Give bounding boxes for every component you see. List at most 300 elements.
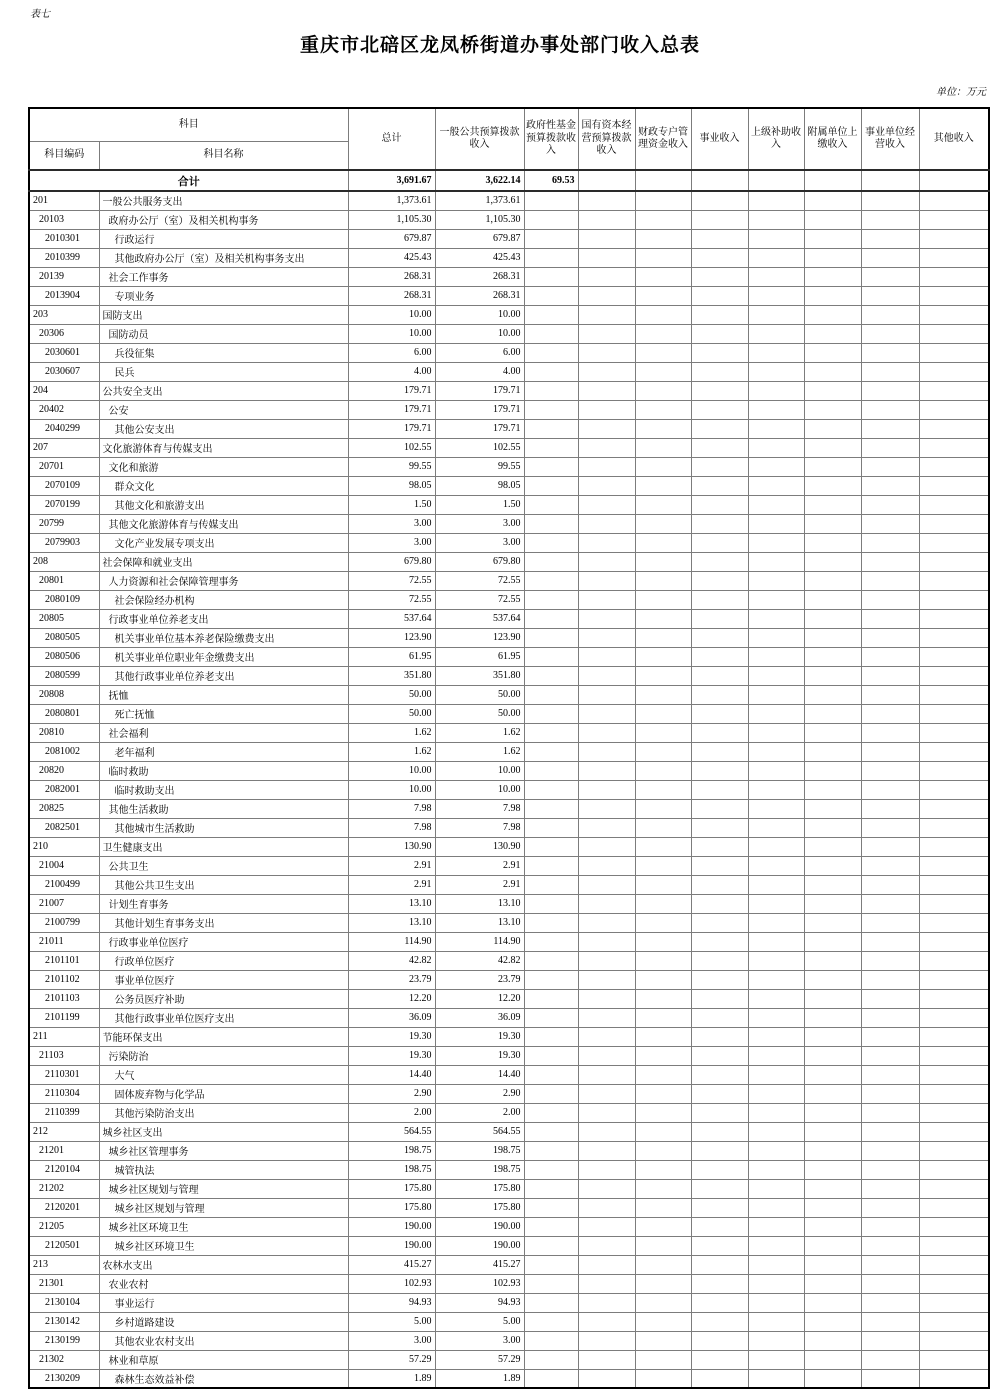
value-cell bbox=[691, 761, 748, 780]
value-cell bbox=[635, 229, 691, 248]
value-cell: 42.82 bbox=[435, 951, 524, 970]
value-cell: 1,105.30 bbox=[435, 210, 524, 229]
value-cell bbox=[524, 324, 578, 343]
value-cell bbox=[691, 894, 748, 913]
value-cell: 3.00 bbox=[348, 533, 435, 552]
name-cell: 一般公共服务支出 bbox=[99, 191, 348, 210]
value-cell bbox=[635, 343, 691, 362]
value-cell bbox=[691, 267, 748, 286]
value-cell bbox=[691, 400, 748, 419]
value-cell bbox=[919, 1236, 989, 1255]
value-cell: 679.80 bbox=[435, 552, 524, 571]
table-row bbox=[29, 229, 989, 248]
value-cell bbox=[861, 419, 919, 438]
value-cell bbox=[861, 1198, 919, 1217]
value-cell bbox=[578, 609, 635, 628]
value-cell bbox=[804, 419, 861, 438]
code-cell: 2080505 bbox=[29, 628, 99, 647]
code-cell: 2101101 bbox=[29, 951, 99, 970]
value-cell: 99.55 bbox=[348, 457, 435, 476]
value-cell: 2.91 bbox=[435, 856, 524, 875]
value-cell bbox=[804, 799, 861, 818]
value-cell bbox=[578, 457, 635, 476]
code-cell: 20306 bbox=[29, 324, 99, 343]
value-cell: 94.93 bbox=[348, 1293, 435, 1312]
value-cell bbox=[524, 514, 578, 533]
name-cell: 行政单位医疗 bbox=[99, 951, 348, 970]
value-cell: 537.64 bbox=[348, 609, 435, 628]
corner-label: 表七 bbox=[30, 9, 50, 20]
value-cell bbox=[524, 248, 578, 267]
value-cell bbox=[861, 552, 919, 571]
code-cell: 20820 bbox=[29, 761, 99, 780]
value-cell bbox=[691, 1008, 748, 1027]
value-cell bbox=[919, 590, 989, 609]
name-cell: 社会保障和就业支出 bbox=[99, 552, 348, 571]
value-cell bbox=[691, 1160, 748, 1179]
value-cell bbox=[524, 400, 578, 419]
value-cell bbox=[578, 1293, 635, 1312]
value-cell: 179.71 bbox=[348, 419, 435, 438]
value-cell bbox=[748, 324, 804, 343]
value-cell bbox=[804, 1065, 861, 1084]
value-cell bbox=[804, 837, 861, 856]
value-cell bbox=[524, 1350, 578, 1369]
table-row bbox=[29, 1255, 989, 1274]
value-cell: 179.71 bbox=[435, 400, 524, 419]
value-cell bbox=[635, 267, 691, 286]
value-cell bbox=[861, 1293, 919, 1312]
value-cell bbox=[691, 248, 748, 267]
code-cell: 2030601 bbox=[29, 343, 99, 362]
value-cell bbox=[524, 1084, 578, 1103]
value-cell bbox=[578, 191, 635, 210]
value-cell: 50.00 bbox=[435, 685, 524, 704]
value-cell bbox=[861, 1008, 919, 1027]
value-cell bbox=[804, 932, 861, 951]
value-cell bbox=[578, 780, 635, 799]
value-cell bbox=[635, 970, 691, 989]
table-row bbox=[29, 989, 989, 1008]
value-cell: 1.89 bbox=[348, 1369, 435, 1388]
value-cell: 4.00 bbox=[348, 362, 435, 381]
value-cell: 98.05 bbox=[348, 476, 435, 495]
code-cell: 2130142 bbox=[29, 1312, 99, 1331]
value-cell bbox=[748, 400, 804, 419]
value-cell bbox=[635, 742, 691, 761]
value-cell bbox=[691, 1350, 748, 1369]
value-cell bbox=[524, 229, 578, 248]
value-cell bbox=[861, 1369, 919, 1388]
value-cell: 7.98 bbox=[348, 799, 435, 818]
value-cell bbox=[578, 1312, 635, 1331]
value-cell bbox=[919, 1274, 989, 1293]
value-cell bbox=[524, 1103, 578, 1122]
value-cell bbox=[524, 609, 578, 628]
value-cell bbox=[861, 970, 919, 989]
value-cell bbox=[635, 590, 691, 609]
name-cell: 抚恤 bbox=[99, 685, 348, 704]
name-cell: 死亡抚恤 bbox=[99, 704, 348, 723]
name-cell: 计划生育事务 bbox=[99, 894, 348, 913]
code-cell: 2130209 bbox=[29, 1369, 99, 1388]
value-cell bbox=[635, 1217, 691, 1236]
value-cell bbox=[524, 989, 578, 1008]
value-cell: 14.40 bbox=[348, 1065, 435, 1084]
value-cell bbox=[691, 286, 748, 305]
value-cell bbox=[635, 723, 691, 742]
value-cell: 19.30 bbox=[348, 1046, 435, 1065]
value-cell: 13.10 bbox=[435, 913, 524, 932]
value-cell bbox=[804, 476, 861, 495]
value-cell: 1.50 bbox=[435, 495, 524, 514]
value-cell: 102.55 bbox=[348, 438, 435, 457]
value-cell: 415.27 bbox=[435, 1255, 524, 1274]
value-cell bbox=[804, 438, 861, 457]
value-cell: 5.00 bbox=[435, 1312, 524, 1331]
name-cell: 社会工作事务 bbox=[99, 267, 348, 286]
value-cell bbox=[524, 970, 578, 989]
column-header-2: 政府性基金预算拨款收入 bbox=[524, 108, 578, 170]
value-cell: 537.64 bbox=[435, 609, 524, 628]
value-cell bbox=[635, 400, 691, 419]
value-cell bbox=[861, 856, 919, 875]
value-cell bbox=[748, 761, 804, 780]
value-cell bbox=[919, 609, 989, 628]
value-cell: 10.00 bbox=[348, 324, 435, 343]
value-cell bbox=[635, 818, 691, 837]
value-cell bbox=[635, 552, 691, 571]
code-cell: 212 bbox=[29, 1122, 99, 1141]
value-cell bbox=[861, 343, 919, 362]
value-cell bbox=[861, 761, 919, 780]
total-row bbox=[29, 170, 989, 191]
table-row bbox=[29, 419, 989, 438]
value-cell bbox=[919, 1065, 989, 1084]
value-cell bbox=[578, 324, 635, 343]
value-cell bbox=[691, 704, 748, 723]
value-cell bbox=[691, 343, 748, 362]
code-cell: 207 bbox=[29, 438, 99, 457]
value-cell bbox=[919, 894, 989, 913]
value-cell bbox=[804, 1027, 861, 1046]
code-cell: 2110304 bbox=[29, 1084, 99, 1103]
value-cell bbox=[804, 1217, 861, 1236]
code-cell: 2120104 bbox=[29, 1160, 99, 1179]
value-cell bbox=[578, 723, 635, 742]
name-cell: 公共安全支出 bbox=[99, 381, 348, 400]
code-cell: 21205 bbox=[29, 1217, 99, 1236]
name-cell: 城乡社区环境卫生 bbox=[99, 1236, 348, 1255]
value-cell: 10.00 bbox=[435, 761, 524, 780]
value-cell bbox=[861, 818, 919, 837]
value-cell bbox=[748, 1103, 804, 1122]
value-cell bbox=[635, 837, 691, 856]
name-cell: 社会福利 bbox=[99, 723, 348, 742]
code-cell: 2101199 bbox=[29, 1008, 99, 1027]
value-cell bbox=[635, 1350, 691, 1369]
value-cell bbox=[691, 951, 748, 970]
value-cell bbox=[691, 742, 748, 761]
value-cell bbox=[919, 704, 989, 723]
value-cell: 19.30 bbox=[348, 1027, 435, 1046]
name-cell: 卫生健康支出 bbox=[99, 837, 348, 856]
value-cell bbox=[748, 742, 804, 761]
value-cell bbox=[691, 1065, 748, 1084]
value-cell bbox=[748, 647, 804, 666]
value-cell bbox=[861, 932, 919, 951]
value-cell: 36.09 bbox=[435, 1008, 524, 1027]
value-cell bbox=[804, 1255, 861, 1274]
value-cell bbox=[804, 742, 861, 761]
value-cell: 102.55 bbox=[435, 438, 524, 457]
value-cell bbox=[919, 1084, 989, 1103]
value-cell bbox=[919, 552, 989, 571]
value-cell bbox=[578, 476, 635, 495]
value-cell bbox=[861, 837, 919, 856]
value-cell: 3.00 bbox=[435, 533, 524, 552]
value-cell: 94.93 bbox=[435, 1293, 524, 1312]
code-cell: 2080801 bbox=[29, 704, 99, 723]
value-cell bbox=[748, 951, 804, 970]
value-cell bbox=[578, 514, 635, 533]
value-cell: 2.90 bbox=[435, 1084, 524, 1103]
table-body bbox=[29, 170, 989, 1388]
value-cell bbox=[861, 799, 919, 818]
value-cell bbox=[919, 476, 989, 495]
value-cell: 1.89 bbox=[435, 1369, 524, 1388]
value-cell bbox=[578, 1350, 635, 1369]
value-cell bbox=[804, 913, 861, 932]
value-cell bbox=[804, 1293, 861, 1312]
table-row bbox=[29, 590, 989, 609]
name-cell: 其他计划生育事务支出 bbox=[99, 913, 348, 932]
value-cell: 10.00 bbox=[435, 305, 524, 324]
value-cell bbox=[524, 1293, 578, 1312]
value-cell bbox=[635, 666, 691, 685]
value-cell bbox=[691, 362, 748, 381]
value-cell bbox=[578, 438, 635, 457]
value-cell bbox=[919, 1122, 989, 1141]
code-cell: 213 bbox=[29, 1255, 99, 1274]
value-cell bbox=[578, 666, 635, 685]
table-row bbox=[29, 1046, 989, 1065]
value-cell bbox=[635, 685, 691, 704]
value-cell bbox=[748, 666, 804, 685]
value-cell bbox=[524, 761, 578, 780]
value-cell bbox=[919, 856, 989, 875]
value-cell bbox=[691, 1312, 748, 1331]
value-cell bbox=[804, 894, 861, 913]
value-cell: 679.87 bbox=[348, 229, 435, 248]
value-cell bbox=[578, 400, 635, 419]
value-cell bbox=[919, 1350, 989, 1369]
value-cell bbox=[524, 1008, 578, 1027]
value-cell bbox=[691, 1027, 748, 1046]
value-cell bbox=[804, 1350, 861, 1369]
value-cell bbox=[861, 1084, 919, 1103]
column-header-1: 一般公共预算拨款收入 bbox=[435, 108, 524, 170]
value-cell bbox=[524, 381, 578, 400]
name-cell: 民兵 bbox=[99, 362, 348, 381]
value-cell bbox=[748, 685, 804, 704]
value-cell bbox=[524, 419, 578, 438]
value-cell bbox=[524, 1065, 578, 1084]
value-cell bbox=[861, 438, 919, 457]
value-cell bbox=[635, 1236, 691, 1255]
value-cell bbox=[635, 989, 691, 1008]
value-cell bbox=[635, 932, 691, 951]
value-cell: 198.75 bbox=[435, 1160, 524, 1179]
value-cell bbox=[524, 1274, 578, 1293]
table-row bbox=[29, 381, 989, 400]
value-cell bbox=[635, 1312, 691, 1331]
name-cell: 政府办公厅（室）及相关机构事务 bbox=[99, 210, 348, 229]
total-value-cell bbox=[635, 170, 691, 191]
value-cell bbox=[861, 229, 919, 248]
value-cell bbox=[635, 609, 691, 628]
value-cell: 175.80 bbox=[435, 1179, 524, 1198]
value-cell: 179.71 bbox=[348, 400, 435, 419]
value-cell bbox=[919, 989, 989, 1008]
column-header-7: 附属单位上缴收入 bbox=[804, 108, 861, 170]
value-cell bbox=[748, 913, 804, 932]
value-cell bbox=[635, 913, 691, 932]
value-cell: 190.00 bbox=[435, 1217, 524, 1236]
value-cell bbox=[748, 362, 804, 381]
value-cell bbox=[524, 362, 578, 381]
value-cell bbox=[919, 438, 989, 457]
value-cell: 19.30 bbox=[435, 1027, 524, 1046]
column-header-9: 其他收入 bbox=[919, 108, 989, 170]
value-cell bbox=[861, 267, 919, 286]
value-cell bbox=[861, 1027, 919, 1046]
table-row bbox=[29, 704, 989, 723]
code-cell: 20825 bbox=[29, 799, 99, 818]
value-cell bbox=[748, 932, 804, 951]
value-cell bbox=[919, 799, 989, 818]
table-row bbox=[29, 571, 989, 590]
value-cell bbox=[861, 1274, 919, 1293]
name-cell: 大气 bbox=[99, 1065, 348, 1084]
value-cell bbox=[748, 704, 804, 723]
value-cell bbox=[578, 1198, 635, 1217]
value-cell bbox=[919, 647, 989, 666]
value-cell bbox=[691, 1046, 748, 1065]
code-cell: 2101103 bbox=[29, 989, 99, 1008]
value-cell: 36.09 bbox=[348, 1008, 435, 1027]
value-cell bbox=[919, 970, 989, 989]
value-cell bbox=[524, 837, 578, 856]
value-cell bbox=[804, 1008, 861, 1027]
value-cell bbox=[578, 799, 635, 818]
value-cell bbox=[748, 438, 804, 457]
value-cell bbox=[919, 837, 989, 856]
code-cell: 2082001 bbox=[29, 780, 99, 799]
value-cell bbox=[919, 1369, 989, 1388]
value-cell: 3.00 bbox=[435, 514, 524, 533]
name-cell: 行政事业单位医疗 bbox=[99, 932, 348, 951]
value-cell bbox=[691, 1179, 748, 1198]
value-cell bbox=[691, 647, 748, 666]
value-cell bbox=[578, 913, 635, 932]
value-cell bbox=[861, 1141, 919, 1160]
value-cell bbox=[691, 970, 748, 989]
value-cell: 2.00 bbox=[348, 1103, 435, 1122]
name-header-cell: 科目名称 bbox=[99, 141, 348, 170]
name-cell: 乡村道路建设 bbox=[99, 1312, 348, 1331]
value-cell bbox=[804, 666, 861, 685]
value-cell bbox=[861, 305, 919, 324]
value-cell bbox=[804, 286, 861, 305]
value-cell bbox=[748, 609, 804, 628]
code-cell: 2070199 bbox=[29, 495, 99, 514]
value-cell: 175.80 bbox=[348, 1198, 435, 1217]
value-cell bbox=[524, 875, 578, 894]
value-cell bbox=[804, 875, 861, 894]
value-cell: 198.75 bbox=[348, 1141, 435, 1160]
value-cell bbox=[919, 818, 989, 837]
value-cell bbox=[635, 533, 691, 552]
value-cell: 6.00 bbox=[348, 343, 435, 362]
table-row bbox=[29, 1103, 989, 1122]
value-cell: 268.31 bbox=[348, 286, 435, 305]
value-cell bbox=[578, 704, 635, 723]
value-cell bbox=[748, 1141, 804, 1160]
code-cell: 2079903 bbox=[29, 533, 99, 552]
value-cell bbox=[804, 1084, 861, 1103]
value-cell: 50.00 bbox=[348, 685, 435, 704]
value-cell bbox=[804, 1274, 861, 1293]
value-cell bbox=[748, 1160, 804, 1179]
value-cell: 10.00 bbox=[348, 761, 435, 780]
value-cell bbox=[861, 685, 919, 704]
value-cell: 99.55 bbox=[435, 457, 524, 476]
value-cell: 50.00 bbox=[435, 704, 524, 723]
name-cell: 城乡社区规划与管理 bbox=[99, 1198, 348, 1217]
name-cell: 其他文化旅游体育与传媒支出 bbox=[99, 514, 348, 533]
value-cell bbox=[919, 495, 989, 514]
code-cell: 2040299 bbox=[29, 419, 99, 438]
value-cell: 351.80 bbox=[435, 666, 524, 685]
value-cell bbox=[748, 1255, 804, 1274]
value-cell bbox=[919, 248, 989, 267]
value-cell bbox=[748, 1331, 804, 1350]
value-cell bbox=[748, 495, 804, 514]
value-cell bbox=[524, 723, 578, 742]
value-cell: 679.87 bbox=[435, 229, 524, 248]
value-cell bbox=[635, 248, 691, 267]
table-row bbox=[29, 1293, 989, 1312]
value-cell bbox=[635, 1255, 691, 1274]
code-cell: 204 bbox=[29, 381, 99, 400]
value-cell bbox=[804, 1046, 861, 1065]
value-cell bbox=[748, 894, 804, 913]
value-cell bbox=[635, 305, 691, 324]
table-row bbox=[29, 723, 989, 742]
value-cell bbox=[919, 533, 989, 552]
table-row bbox=[29, 476, 989, 495]
value-cell bbox=[691, 1141, 748, 1160]
value-cell: 190.00 bbox=[435, 1236, 524, 1255]
column-header-0: 总计 bbox=[348, 108, 435, 170]
value-cell bbox=[748, 723, 804, 742]
value-cell bbox=[861, 1331, 919, 1350]
value-cell bbox=[524, 780, 578, 799]
value-cell bbox=[635, 571, 691, 590]
code-cell: 2100499 bbox=[29, 875, 99, 894]
table-row bbox=[29, 1198, 989, 1217]
